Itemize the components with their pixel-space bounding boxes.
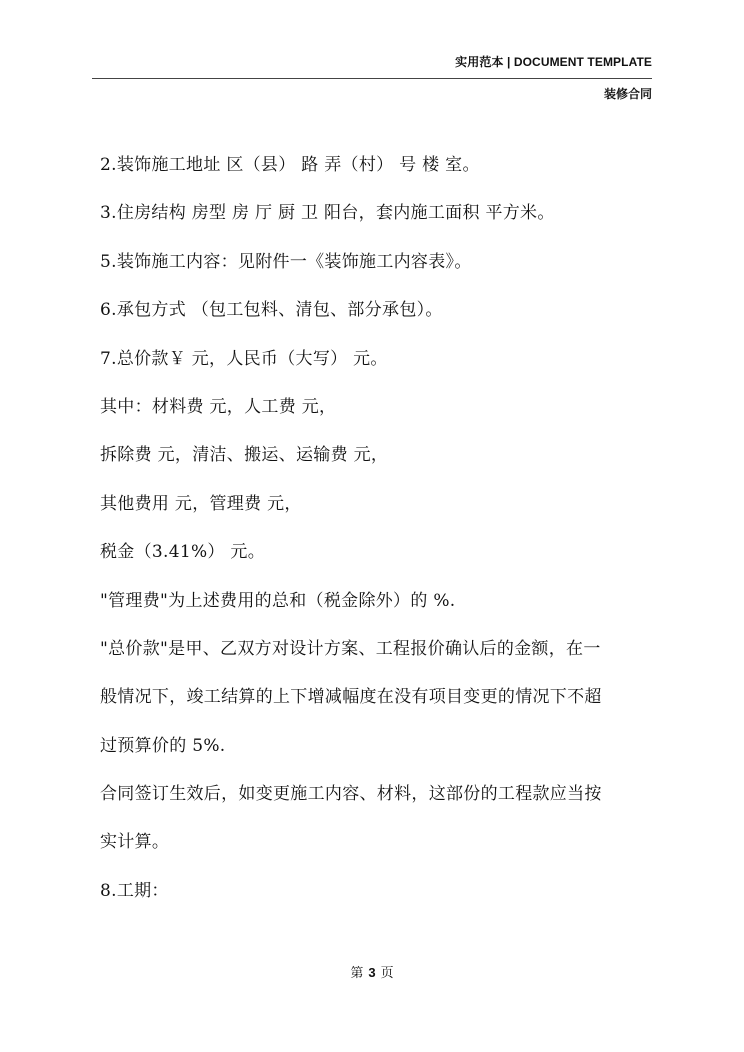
clause-2-address: 2.装饰施工地址 区（县） 路 弄（村） 号 楼 室。	[100, 155, 480, 175]
header-subtitle: 装修合同	[603, 87, 652, 101]
cost-breakdown-tax: 税金（3.41%） 元。	[100, 542, 266, 563]
clause-5-content: 5.装饰施工内容：见附件一《装饰施工内容表》。	[100, 251, 472, 272]
header-title: 实用范本 | DOCUMENT TEMPLATE	[455, 55, 652, 69]
clause-8-schedule: 8.工期：	[100, 880, 169, 901]
clause-7-total-price: 7.总价款￥ 元，人民币（大写） 元。	[100, 348, 388, 369]
page-prefix: 第	[350, 966, 364, 981]
total-price-note-line-1: "总价款"是甲、乙双方对设计方案、工程报价确认后的金额，在一	[100, 638, 601, 659]
page-suffix: 页	[380, 966, 394, 981]
document-body	[100, 141, 660, 915]
header-divider	[92, 78, 652, 79]
page-footer	[0, 962, 744, 981]
cost-breakdown-line-3: 其他费用 元，管理费 元，	[100, 493, 302, 514]
change-note-line-1: 合同签订生效后，如变更施工内容、材料，这部份的工程款应当按	[100, 784, 602, 805]
clause-3-structure: 3.住房结构 房型 房 厅 厨 卫 阳台，套内施工面积 平方米。	[100, 203, 555, 224]
management-fee-note: "管理费"为上述费用的总和（税金除外）的 %.	[100, 590, 456, 611]
clause-6-contract-mode: 6.承包方式 （包工包料、清包、部分承包）。	[100, 300, 443, 321]
page-number: 3	[368, 965, 376, 980]
cost-breakdown-line-2: 拆除费 元，清洁、搬运、运输费 元，	[100, 445, 389, 466]
total-price-note-line-3: 过预算价的 5%.	[100, 735, 226, 756]
change-note-line-2: 实计算。	[100, 832, 170, 853]
cost-breakdown-line-1: 其中：材料费 元，人工费 元，	[100, 396, 337, 417]
total-price-note-line-2: 般情况下，竣工结算的上下增减幅度在没有项目变更的情况下不超	[100, 687, 602, 708]
